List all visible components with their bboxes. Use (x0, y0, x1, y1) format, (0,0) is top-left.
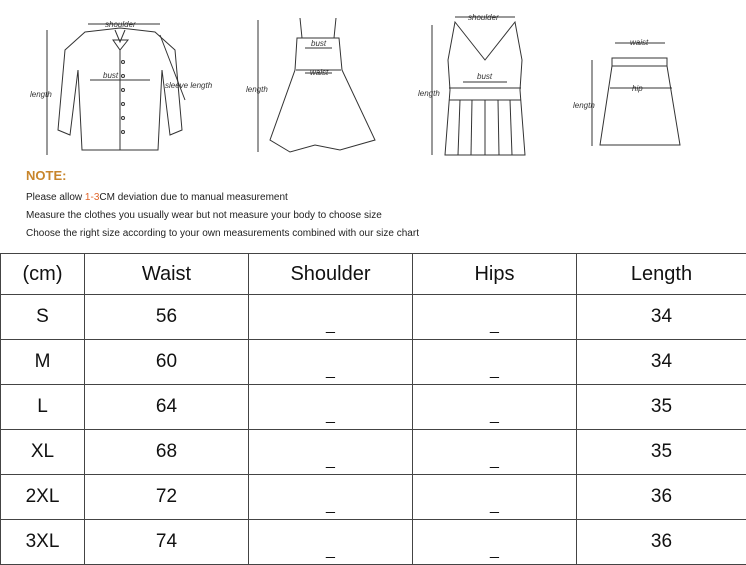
waist-cell: 68 (85, 430, 249, 475)
waist-cell: 64 (85, 385, 249, 430)
shoulder-cell: _ (249, 295, 413, 340)
skirt-illustration (592, 43, 680, 146)
skirt-hip-label: hip (632, 84, 643, 93)
note-deviation-unit: CM deviation due to manual measurement (99, 192, 287, 203)
length-cell: 34 (577, 340, 746, 385)
size-cell: 3XL (1, 520, 85, 565)
shoulder-cell: _ (249, 385, 413, 430)
header-waist: Waist (85, 254, 249, 295)
table-header-row (1, 254, 746, 295)
shoulder-cell: _ (249, 340, 413, 385)
coat-sleeve-label: sleeve length (165, 81, 213, 90)
note-choose-size: Choose the right size according to your own measurements combined with our size chart (26, 225, 419, 243)
waist-cell: 56 (85, 295, 249, 340)
table-row (1, 385, 746, 430)
size-cell: L (1, 385, 85, 430)
shoulder-cell: _ (249, 520, 413, 565)
header-unit: (cm) (1, 254, 85, 295)
shoulder-cell: _ (249, 475, 413, 520)
top-length-label: length (418, 89, 440, 98)
length-cell: 35 (577, 430, 746, 475)
measurement-note (26, 168, 419, 243)
measurement-diagram (0, 0, 746, 254)
length-cell: 34 (577, 295, 746, 340)
coat-shoulder-label: shoulder (105, 20, 136, 29)
waist-cell: 72 (85, 475, 249, 520)
length-cell: 36 (577, 520, 746, 565)
header-shoulder: Shoulder (249, 254, 413, 295)
table-row (1, 520, 746, 565)
shoulder-cell: _ (249, 430, 413, 475)
table-row (1, 340, 746, 385)
table-row (1, 295, 746, 340)
size-chart-table (0, 253, 746, 565)
skirt-waist-label: waist (630, 38, 649, 47)
size-cell: 2XL (1, 475, 85, 520)
table-row (1, 430, 746, 475)
length-cell: 35 (577, 385, 746, 430)
hips-cell: _ (413, 340, 577, 385)
hips-cell: _ (413, 295, 577, 340)
size-cell: S (1, 295, 85, 340)
table-row (1, 475, 746, 520)
header-length: Length (577, 254, 746, 295)
dress-length-label: length (246, 85, 268, 94)
waist-cell: 60 (85, 340, 249, 385)
note-deviation-range: 1-3 (85, 192, 99, 203)
header-hips: Hips (413, 254, 577, 295)
note-deviation-text: Please allow (26, 192, 85, 203)
length-cell: 36 (577, 475, 746, 520)
garment-illustrations (0, 0, 746, 165)
dress-bust-label: bust (311, 39, 327, 48)
hips-cell: _ (413, 430, 577, 475)
top-bust-label: bust (477, 72, 493, 81)
hips-cell: _ (413, 520, 577, 565)
coat-bust-label: bust (103, 71, 119, 80)
coat-length-label: length (30, 90, 52, 99)
hips-cell: _ (413, 385, 577, 430)
dress-waist-label: waist (310, 68, 329, 77)
note-measure-clothes: Measure the clothes you usually wear but not measure your body to choose size (26, 207, 419, 225)
waist-cell: 74 (85, 520, 249, 565)
note-deviation (26, 189, 419, 207)
hips-cell: _ (413, 475, 577, 520)
note-title: NOTE: (26, 168, 419, 183)
size-cell: XL (1, 430, 85, 475)
size-cell: M (1, 340, 85, 385)
top-shoulder-label: shoulder (468, 13, 499, 22)
skirt-length-label: length (573, 101, 595, 110)
top-illustration (432, 17, 525, 155)
